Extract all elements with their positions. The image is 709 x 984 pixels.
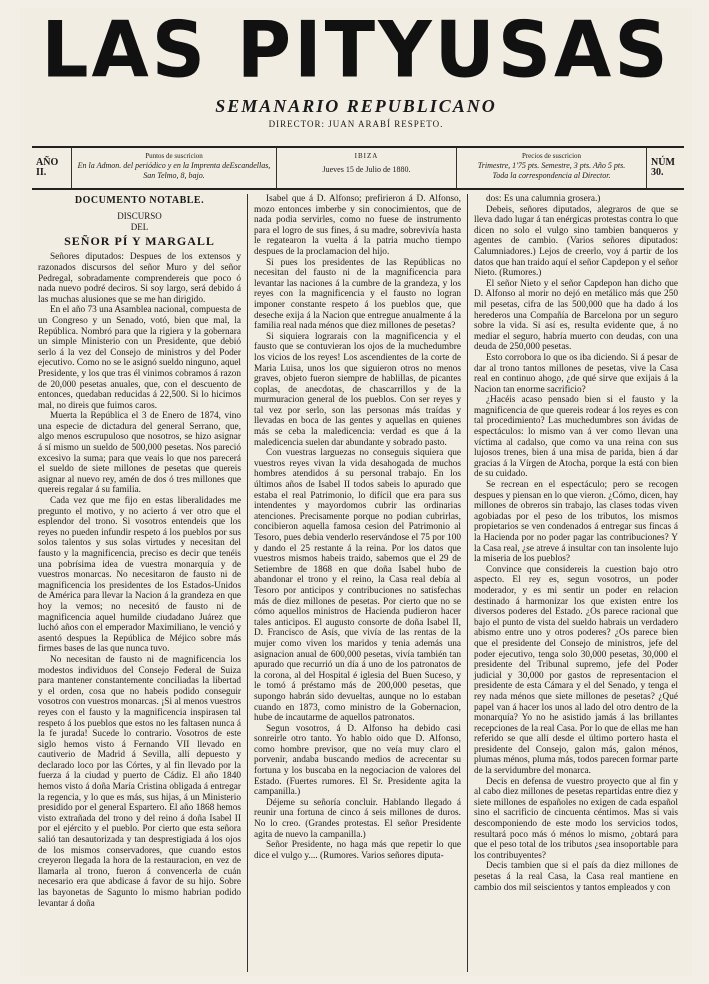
paragraph: En el año 73 una Asamblea nacional, compuesta de un Congreso y un Senado, votó, bien que mal, la República. Nombró para que la rigiera y la gobernara un simple Ministerio con un Presidente, que debió serlo á la vez del Consejo de ministros y del Poder ejecutivo. Como no se le asignó sueldo ninguno, aquel Presidente, y los que tras él vinimos cobramos á razon de 20,000 pesetas anuales, que, con el descuento de entonces, quedaban reducidas á 22,500. Si lo hicimos mal, no direis que fuimos caros. (38, 305, 241, 411)
document-heading: DOCUMENTO NOTABLE. (74, 195, 205, 206)
column-1-body (38, 252, 241, 909)
speaker-name: SEÑOR PÍ Y MARGALL (64, 233, 215, 248)
paragraph: Segun vosotros, á D. Alfonso ha debido casi sonreirle otro tanto. Yo hablo oido que D. Alfonso, como hombre previsor, que no veía muy claro el porvenir, andaba buscando medios de acrecentar su fortuna y los buscaba en la negociacion de valores del Estado. (Fuertes rumores. El Sr. Presidente agita la campanilla.) (254, 723, 461, 798)
paragraph: Esto corrobora lo que os iba diciendo. Si á pesar de dar al trono tantos millones de pesetas, vive la Casa real en continuo ahogo, ¿de qué sirve que exijais á la Nacion tan enorme sacrificio? (474, 352, 678, 395)
column-1 (32, 194, 248, 972)
paragraph: Muerta la República el 3 de Enero de 1874, vino una especie de dictadura del general Serrano, que, algo menos escrupuloso que nosotros, se hizo asignar á sí mismo un sueldo de 500,000 pesetas. Nos pareció excesivo la suma; para que veais lo que nos parecerá el sueldo de siete millones de pesetas que quereis asignar al nuevo rey, amén de dos ó tres millones que quereis regalar á su familia. (38, 411, 241, 496)
subscription-prices-title: Precios de suscricion (521, 152, 582, 160)
subscription-prices (457, 148, 647, 188)
article-columns (32, 194, 684, 972)
subscription-prices-text: Trimestre, 1'75 pts. Semestre, 3 pts. Año 5 pts. (477, 161, 626, 170)
paragraph: Isabel que á D. Alfonso; prefirieron á D. Alfonso, mozo entonces imberbe y sin conocimientos, que de nada podia servirles, como no fuese de instrumento para el logro de sus fines, á su madre, sobrevivía hasta le regatearon la vuelta á la patria mucho tiempo despues de la proclamacion del hijo. (254, 194, 461, 257)
year-label: AÑO II. (32, 148, 72, 188)
paragraph: Decis tambien que si el país da diez millones de pesetas á la real Casa, la Casa real mantiene en cambio dos mil seiscientos y tantos empleados y con (474, 861, 678, 893)
correspondence-note: Toda la correspondencia al Director. (492, 171, 611, 180)
subscription-points-title: Puntos de suscricion (145, 152, 203, 160)
column-2 (248, 194, 468, 972)
column-3-body (474, 194, 678, 893)
paragraph: Déjeme su señoría concluir. Hablando llegado á reunir una fortuna de cinco á seis millones de duros. No lo creo. (Grandes protestas. El señor Presidente agita de nuevo la campanilla.) (254, 797, 461, 840)
info-bar (32, 146, 684, 190)
issue-date: Jueves 15 de Julio de 1880. (322, 165, 411, 174)
newspaper-page (20, 4, 692, 976)
newspaper-subtitle: SEMANARIO REPUBLICANO (215, 96, 497, 116)
paragraph: El señor Nieto y el señor Capdepon han dicho que D. Alfonso al morir no dejó en metálico más que 250 mil pesetas, cifra de las 500,000 que ha dado á los herederos una Compañía de Barcelona por un seguro sobre la vida. Si así es, resulta evidente que, á no mediar el seguro, habría muerto con deudas, con una deuda de 250,000 pesetas. (474, 278, 678, 353)
discurso-label: DISCURSO (117, 210, 162, 221)
paragraph: Se recrean en el espectáculo; pero se recogen despues y piensan en lo que vieron. ¿Cómo, dicen, hay millones de obreros sin trabajo, las clases todas viven agobiadas por el peso de los tributos, los mismos propietarios se ven condenados á entregar sus fincas á la Hacienda por no poder pagar las contribuciones? Y la Casa real, ¿se atreve á insultar con tan insolente lujo la miseria de los pueblos? (474, 480, 678, 565)
issue-city: IBIZA (354, 152, 379, 160)
column-2-body (254, 194, 461, 861)
director-line: DIRECTOR: JUAN ARABÍ RESPETO. (268, 119, 444, 129)
paragraph: No necesitan de fausto ni de magnificencia los modestos individuos del Consejo Federal de Suiza para mantener constantemente conciliadas la libertad y el orden, cosa que no habeis podido conseguir vosotros con vuestros monarcas. ¡Si al menos vuestros reyes con el fausto y la magnificencia inspirasen tal respeto á los pueblos que estos no les faltasen nunca á la fe jurada! Sucede lo contrario. Vosotros de este siglo hemos visto á Fernando VII llevado en cautiverio de Madrid á Sevilla, allí depuesto y declarado loco por las Córtes, y al fin llevado por la fuerza á la ciudad y puerto de Cádiz. El año 1840 hemos visto á doña María Cristina obligada á entregar la regencia, y lo que es más, sus hijas, á un Ministerio presidido por el general Espartero. El año 1868 hemos visto extrañada del trono y del reino á doña Isabel II por el ejército y el pueblo. Por cierto que esta señora salió tan desautorizada y tan desprestigiada á los ojos de los mismos conservadores, que cuando estos creyeron llegada la hora de la restauracion, en vez de llamarla al trono, fueron á convencerla de cuán necesario era que abdicase á favor de su hijo. Sobre las bayonetas de Sagunto lo mismo habrian podido levantar á doña (38, 654, 241, 909)
subscription-points-text: En la Admon. del periódico y en la Imprenta deEscandellas, San Telmo, 8, bajo. (77, 161, 271, 180)
masthead (20, 4, 692, 129)
paragraph: Con vuestras larguezas no conseguis siquiera que vuestros reyes vivan la vida desahogada de muchos hombres atendidos á su personal trabajo. En los últimos años de Isabel II todos sabeis lo apurado que estaba el real Patrimonio, lo difícil que era para sus intendentes y mayordomos cubrir las ordinarias atenciones. Precisamente porque no podian cubrirlas, concibieron aquella famosa cesion del Patrimonio al Tesoro, pues debia venderlo reservándose el 75 por 100 y dando el 25 restante á la reina. Por los datos que vuestros mismos habeis traido, sabemos que el 29 de Setiembre de 1868 en que doña Isabel hubo de abandonar el trono y el reino, la Casa real debía al Tesoro por anticipos y contribuciones no satisfechas más de diez millones de pesetas. Por cierto que no se cómo aquellos ministros de Hacienda pudieron hacer tales anticipos. El augusto consorte de doña Isabel II, D. Francisco de Asís, que vivía de las rentas de la mujer como viven los maridos y tenia además una asignacion anual de 600,000 pesetas, vivía también tan apurado que recurrió un día á uno de los patronatos de la corona, al del Hospital é iglesia del Buen Suceso, y le tomó á préstamo más de 200,000 pesetas, que supongo habrán sido devueltas, aunque no lo estaban cuando en 1873, como ministro de la Gobernacion, hube de incautarme de aquellos patronatos. (254, 448, 461, 724)
paragraph: Señor Presidente, no haga más que repetir lo que dice el vulgo y.... (Rumores. Varios señores diputa- (254, 840, 461, 861)
issue-number: NÚM 30. (651, 157, 675, 178)
paragraph: Convince que considereis la cuestion bajo otro aspecto. El rey es, segun vosotros, un poder moderador, y es mi sentir un poder en relacion destinado á harmonizar los que existen entre los diversos poderes del Estado. ¿Os parece racional que bajo el punto de vista del sueldo habrais un verdadero abismo entre uno y otros poderes? ¿Os parece bien que el presidente del Consejo de ministros, jefe del poder ejecutivo, tenga solo 30,000 pesetas, 30,000 el presidente del Tribunal supremo, jefe del Poder judicial y 30,000 por gastos de representacion el presidente de esta Cámara y el del Senado, y tenga el rey nada ménos que siete millones de pesetas? ¿Qué papel van á hacer los unos al lado del otro dentro de la monarquía? Yo no he asistido jamás á las brillantes recepciones de la real Casa. Por lo que de ellas me han referido se que allí desde el último portero hasta el presidente del Consejo, galon más, galon ménos, plumas ménos, pluma más, todos parecen formar parte de la servidumbre del monarca. (474, 564, 678, 777)
del-label: DEL (130, 222, 149, 233)
paragraph: Señores diputados: Despues de los extensos y razonados discursos del señor Muro y del señor Pedregal, sobradamente comprendereis que poco ó nada nuevo podré deciros. Si soy largo, será debido á las muchas alusiones que se me han dirigido. (38, 252, 241, 305)
column-3 (468, 194, 684, 972)
issue-date-block (277, 148, 457, 188)
newspaper-title: LAS PITYUSAS (41, 4, 671, 96)
paragraph: Si pues los presidentes de las Repúblicas no necesitan del fausto ni de la magnificencia para levantar las naciones á la cumbre de la grandeza, y los reyes con la magnificencia y el fausto no logran imponer constante respeto á los pueblos que, que deseche exija á la Nacion que entregue anualmente á la familia real nada ménos que diez millones de pesetas? (254, 257, 461, 332)
paragraph: dos: Es una calumnia grosera.) (486, 194, 601, 204)
subscription-points (72, 148, 277, 188)
paragraph: Cada vez que me fijo en estas liberalidades me pregunto el motivo, y no acierto á ver otro que el esplendor del trono. Si vosotros entendeis que los reyes no pueden infundir respeto á los pueblos por sus solos talentos y sus solas virtudes y necesitan del fausto y la magnificencia, preciso es decir que tenéis una pobrísima idea de vuestra monarquía y de vuestros monarcas. No necesitaron de fausto ni de magnificencia los presidentes de los Estados-Unidos de América para llevar la Nacion á la grandeza en que hoy la vemos; no necesitó de fausto ni de magnificencia aquel humilde ciudadano Juárez que luchó años con el emperador Maximiliano, le venció y asentó despues la República de Méjico sobre más firmes bases de las que nunca tuvo. (38, 496, 241, 655)
paragraph: ¿Hacéis acaso pensado bien si el fausto y la magnificencia de que quereis rodear á los reyes es con tal procedimiento? Las muchedumbres son ávidas de espectáculos: lo mismo van á ver como llevan una víctima al cadalso, que como va una reina con sus lujosos trenes, bien á una misa de parida, bien á dar gracias á la Vírgen de Atocha, porque la está con bien de su cuidado. (474, 395, 678, 480)
paragraph: Si siquiera lograrais con la magnificencia y el fausto que se contuvieran los ojos de la muchedumbre los vicios de los reyes! Los ascendientes de la corte de Maria Luisa, unos los que siguieron otros no menos graves, objeto fueron siempre de hablillas, de picantes coplas, de anecdotas, de chascarrillos y de la murmuracion general de los pueblos. Con ser reyes y tal vez por serlo, son las personas más traídas y llevadas en boca de las gentes y aquellas en quienes más se ceba la maledicencia: verdad es que á la maledicencia suelen dar abundante y sobrado pasto. (254, 331, 461, 448)
paragraph: Decis en defensa de vuestro proyecto que al fin y al cabo diez millones de pesetas repartidas entre diez y siete millones de españoles no exigen de cada español sino el sacrificio de cincuenta céntimos. Mas si vais descomponiendo de este modo los servicios todos, resultará poco más ó ménos lo mismo, ¿obtará para que el peso total de los tributos ¿sea insoportable para los contribuyentes? (474, 776, 678, 861)
paragraph: Debeis, señores diputados, alegraros de que se lleva dado lugar á tan enérgicas protestas contra lo que dicen no solo el vulgo sino tambien banqueros y agentes de cambio. (Varios señores diputados: Calumniadores.) Lejos de creerlo, voy á partir de los datos que han traido aquí el señor Capdepon y el señor Nieto. (Rumores.) (474, 204, 678, 279)
